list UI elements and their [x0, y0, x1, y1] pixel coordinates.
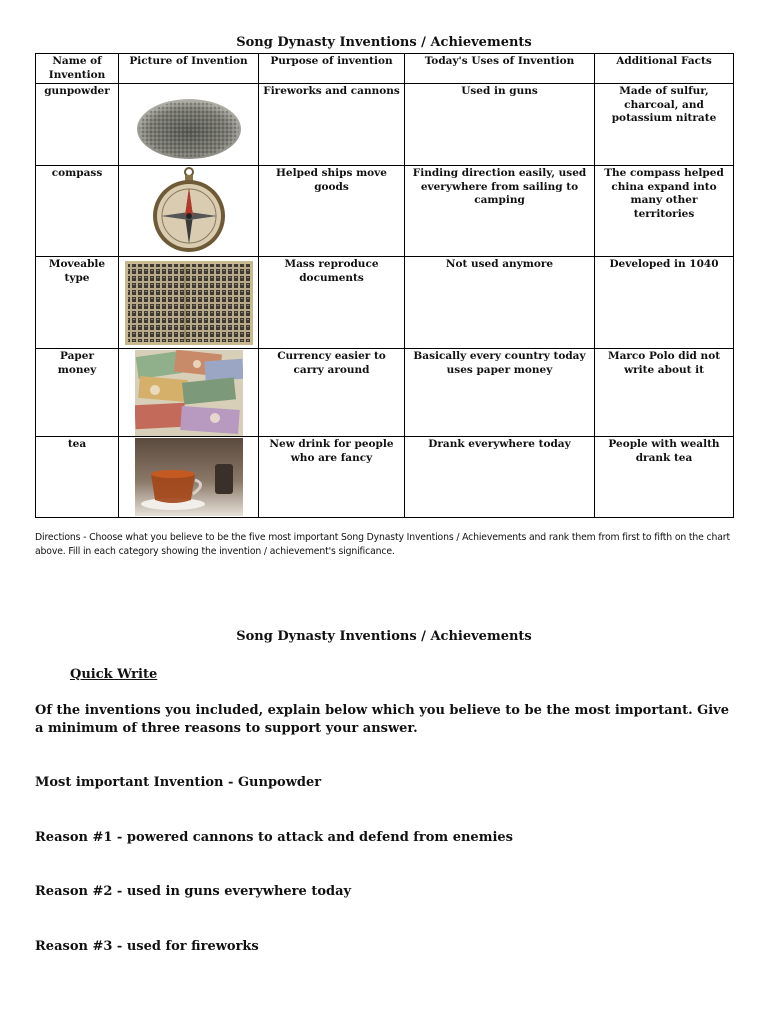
cell-picture	[119, 349, 259, 437]
reason-2: Reason #2 - used in guns everywhere today	[35, 884, 352, 899]
cell-purpose: Helped ships move goods	[259, 166, 405, 257]
moveable-type-image	[119, 257, 258, 348]
cell-name: compass	[36, 166, 119, 257]
table-header-row	[36, 54, 734, 84]
header-today: Today's Uses of Invention	[405, 54, 595, 84]
quick-write-prompt: Of the inventions you included, explain below which you believe to be the most important. Give a minimum of three reasons to support your answer.	[35, 703, 730, 736]
cell-today: Not used anymore	[405, 257, 595, 349]
cell-purpose: New drink for people who are fancy	[259, 437, 405, 518]
cell-facts: The compass helped china expand into many other territories	[595, 166, 734, 257]
table-row	[36, 166, 734, 257]
cell-name: gunpowder	[36, 84, 119, 166]
cell-purpose: Fireworks and cannons	[259, 84, 405, 166]
cell-facts: People with wealth drank tea	[595, 437, 734, 518]
reason-1: Reason #1 - powered cannons to attack and defend from enemies	[35, 830, 513, 845]
cell-today: Used in guns	[405, 84, 595, 166]
cell-today: Drank everywhere today	[405, 437, 595, 518]
cell-today: Basically every country today uses paper money	[405, 349, 595, 437]
table-row	[36, 84, 734, 166]
paper-money-image	[119, 349, 258, 436]
directions-text: Directions - Choose what you believe to be the five most important Song Dynasty Inventions / Achievements and rank them from first to fifth on the chart above. Fill in each category showing the invention / achievement's significance.	[35, 532, 730, 557]
compass-image	[119, 166, 258, 256]
tea-cup-image	[119, 437, 258, 517]
cell-facts: Developed in 1040	[595, 257, 734, 349]
page-title: Song Dynasty Inventions / Achievements	[236, 35, 532, 50]
cell-name: Paper money	[36, 349, 119, 437]
cell-picture	[119, 84, 259, 166]
cell-facts: Marco Polo did not write about it	[595, 349, 734, 437]
cell-name: Moveable type	[36, 257, 119, 349]
reason-3: Reason #3 - used for fireworks	[35, 939, 259, 954]
cell-name: tea	[36, 437, 119, 518]
gunpowder-pile-image	[119, 84, 258, 165]
cell-facts: Made of sulfur, charcoal, and potassium nitrate	[595, 84, 734, 166]
most-important-answer: Most important Invention - Gunpowder	[35, 775, 322, 790]
header-facts: Additional Facts	[595, 54, 734, 84]
table-row	[36, 349, 734, 437]
cell-picture	[119, 257, 259, 349]
inventions-table	[35, 53, 734, 518]
cell-purpose: Currency easier to carry around	[259, 349, 405, 437]
cell-picture	[119, 437, 259, 518]
quick-write-heading: Quick Write	[70, 667, 158, 682]
table-row	[36, 437, 734, 518]
table-row	[36, 257, 734, 349]
header-name: Name of Invention	[36, 54, 119, 84]
section-title: Song Dynasty Inventions / Achievements	[236, 629, 532, 644]
header-picture: Picture of Invention	[119, 54, 259, 84]
header-purpose: Purpose of invention	[259, 54, 405, 84]
cell-purpose: Mass reproduce documents	[259, 257, 405, 349]
cell-today: Finding direction easily, used everywhere from sailing to camping	[405, 166, 595, 257]
cell-picture	[119, 166, 259, 257]
